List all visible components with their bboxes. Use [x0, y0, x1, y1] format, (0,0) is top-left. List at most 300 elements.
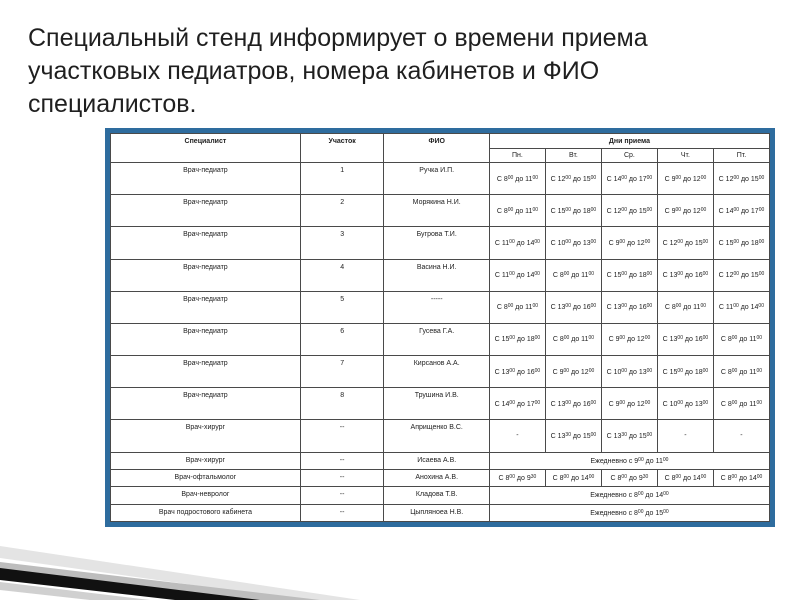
- time-text: до 14: [737, 475, 757, 483]
- time-minutes: 00: [700, 474, 707, 481]
- time-text: до 15: [626, 432, 647, 440]
- schedule-cell-mon: [489, 323, 545, 355]
- specialist-cell: Врач-хирург: [111, 420, 301, 452]
- district-cell: 4: [300, 259, 384, 291]
- schedule-cell-thu: [657, 291, 713, 323]
- time-text: С 9: [608, 400, 620, 408]
- time-minutes: 00: [534, 335, 541, 342]
- schedule-cell-wed: [601, 356, 657, 388]
- time-minutes: 00: [590, 303, 597, 310]
- schedule-cell-fri: [713, 227, 769, 259]
- time-text: до 14: [738, 304, 759, 312]
- time-text: С 13: [550, 400, 566, 408]
- schedule-cell-fri: [713, 388, 769, 420]
- time-minutes: 00: [675, 303, 682, 310]
- time-text: до 16: [682, 272, 703, 280]
- schedule-cell-mon: [489, 388, 545, 420]
- specialist-cell: Врач-педиатр: [111, 323, 301, 355]
- time-text: С 10: [606, 368, 622, 376]
- time-text: до 11: [737, 368, 757, 376]
- table-row: [111, 420, 770, 452]
- time-text: С 11: [494, 239, 510, 247]
- time-minutes: 00: [590, 431, 597, 438]
- time-minutes: 00: [702, 271, 709, 278]
- specialist-cell: Врач-педиатр: [111, 163, 301, 195]
- time-text: до 14: [514, 272, 535, 280]
- time-minutes: 00: [733, 174, 740, 181]
- district-cell: --: [300, 469, 384, 486]
- time-minutes: 00: [700, 174, 707, 181]
- time-text: до 11: [569, 336, 589, 344]
- time-text: до 15: [626, 207, 647, 215]
- time-text: Ежедневно с 8: [590, 509, 638, 517]
- time-minutes: 00: [534, 399, 541, 406]
- time-minutes: 00: [621, 367, 627, 374]
- schedule-cell-wed: [601, 469, 657, 486]
- time-minutes: 00: [509, 367, 515, 374]
- decorative-stripe-soft: [0, 582, 150, 600]
- time-minutes: 00: [733, 238, 740, 245]
- time-text: С 14: [718, 207, 734, 215]
- schedule-cell-thu: [657, 420, 713, 452]
- schedule-cell-tue: [545, 195, 601, 227]
- time-text: С 8: [552, 336, 564, 344]
- time-text: С 15: [662, 368, 678, 376]
- time-text: С 13: [550, 304, 566, 312]
- time-minutes: 00: [663, 508, 669, 515]
- time-minutes: 00: [619, 335, 626, 342]
- time-minutes: 00: [619, 238, 626, 245]
- time-minutes: 00: [700, 206, 707, 213]
- time-text: С 11: [494, 272, 510, 280]
- time-text: до 17: [739, 207, 759, 215]
- time-text: -: [516, 431, 519, 439]
- time-text: до 11: [737, 336, 757, 344]
- header-row: [111, 134, 770, 149]
- time-text: С 13: [494, 368, 510, 376]
- table-row: [111, 195, 770, 227]
- time-text: до 11: [513, 304, 533, 312]
- time-text: С 8: [664, 304, 676, 312]
- schedule-cell-mon: [489, 420, 545, 452]
- schedule-cell-mon: [489, 227, 545, 259]
- time-minutes: 00: [532, 206, 538, 213]
- time-text: до 18: [570, 207, 591, 215]
- specialist-cell: Врач-педиатр: [111, 259, 301, 291]
- time-minutes: 00: [509, 474, 515, 481]
- header-fio: ФИО: [384, 134, 489, 163]
- district-cell: --: [300, 487, 384, 504]
- schedule-table: [110, 133, 770, 522]
- time-minutes: 00: [534, 271, 540, 278]
- time-text: С 13: [606, 432, 622, 440]
- fio-cell: Васина Н.И.: [384, 259, 489, 291]
- time-minutes: 00: [563, 335, 570, 342]
- time-text: до 15: [570, 432, 591, 440]
- time-text: С 13: [606, 304, 622, 312]
- table-row: [111, 452, 770, 469]
- time-text: Ежедневно с 9: [590, 457, 639, 465]
- schedule-cell-fri: [713, 195, 769, 227]
- table-row: [111, 291, 770, 323]
- schedule-cell-tue: [545, 259, 601, 291]
- time-text: до 14: [569, 475, 589, 483]
- table-row: [111, 469, 770, 486]
- header-district: Участок: [300, 134, 384, 163]
- time-text: С 8: [496, 175, 508, 183]
- time-text: до 18: [514, 336, 535, 344]
- time-minutes: 00: [662, 456, 669, 463]
- time-minutes: 00: [532, 303, 538, 310]
- time-minutes: 00: [637, 508, 644, 515]
- time-text: С 8: [496, 207, 508, 215]
- time-text: С 8: [720, 475, 732, 483]
- table-row: [111, 323, 770, 355]
- time-minutes: 30: [565, 431, 571, 438]
- time-text: до 9: [626, 475, 643, 483]
- time-minutes: 00: [588, 271, 594, 278]
- time-minutes: 30: [642, 474, 649, 481]
- schedule-cell-wed: [601, 323, 657, 355]
- time-text: С 9: [552, 368, 564, 376]
- table-row: [111, 356, 770, 388]
- fio-cell: Гусева Г.А.: [384, 323, 489, 355]
- time-minutes: 00: [534, 367, 541, 374]
- time-minutes: 00: [758, 238, 765, 245]
- header-days-group: Дни приема: [489, 134, 769, 149]
- time-minutes: 00: [702, 399, 709, 406]
- time-text: до 15: [643, 509, 664, 517]
- time-minutes: 00: [621, 271, 627, 278]
- specialist-cell: Врач-педиатр: [111, 356, 301, 388]
- table-row: [111, 504, 770, 521]
- specialist-cell: Врач-офтальмолог: [111, 469, 301, 486]
- time-minutes: 00: [675, 206, 682, 213]
- time-minutes: 00: [563, 271, 570, 278]
- time-text: С 8: [720, 368, 732, 376]
- time-text: до 13: [682, 400, 703, 408]
- table-body: [111, 163, 770, 522]
- time-minutes: 00: [756, 399, 763, 406]
- time-minutes: 00: [731, 399, 738, 406]
- time-minutes: 00: [509, 271, 515, 278]
- time-minutes: 00: [565, 399, 571, 406]
- table-row: [111, 163, 770, 195]
- time-minutes: 00: [646, 367, 653, 374]
- time-minutes: 00: [565, 206, 571, 213]
- time-text: до 14: [514, 239, 535, 247]
- time-minutes: 00: [756, 335, 763, 342]
- decorative-stripe-mid: [0, 562, 320, 600]
- time-minutes: 00: [758, 174, 765, 181]
- schedule-cell-wed: [601, 163, 657, 195]
- schedule-table-container: [110, 133, 770, 522]
- schedule-cell-fri: [713, 356, 769, 388]
- time-minutes: 00: [621, 474, 627, 481]
- time-minutes: 00: [638, 456, 644, 463]
- schedule-cell-tue: [545, 420, 601, 452]
- schedule-cell-wed: [601, 420, 657, 452]
- schedule-cell-thu: [657, 388, 713, 420]
- time-minutes: 00: [644, 238, 651, 245]
- schedule-table-frame: [105, 128, 775, 527]
- time-text: -: [740, 431, 743, 439]
- schedule-cell-tue: [545, 227, 601, 259]
- time-minutes: 00: [675, 174, 682, 181]
- time-text: С 8: [498, 475, 510, 483]
- time-text: С 9: [608, 336, 620, 344]
- time-minutes: 00: [621, 174, 627, 181]
- table-row: [111, 487, 770, 504]
- time-minutes: 00: [532, 174, 538, 181]
- time-minutes: 00: [758, 271, 765, 278]
- time-minutes: 00: [756, 474, 763, 481]
- time-minutes: 00: [677, 399, 683, 406]
- time-text: до 14: [643, 492, 664, 500]
- time-minutes: 00: [563, 474, 570, 481]
- time-text: С 15: [550, 207, 566, 215]
- time-minutes: 00: [563, 367, 570, 374]
- schedule-cell-mon: [489, 356, 545, 388]
- specialist-cell: Врач подростового кабинета: [111, 504, 301, 521]
- time-text: до 18: [739, 239, 759, 247]
- schedule-cell-wed: [601, 227, 657, 259]
- time-text: до 11: [681, 304, 701, 312]
- time-text: до 15: [570, 175, 591, 183]
- schedule-cell-mon: [489, 195, 545, 227]
- time-text: -: [684, 431, 687, 439]
- time-minutes: 00: [565, 238, 571, 245]
- time-text: С 14: [606, 175, 622, 183]
- time-text: до 13: [570, 239, 591, 247]
- time-text: до 9: [514, 475, 531, 483]
- time-text: до 16: [570, 304, 591, 312]
- time-minutes: 00: [733, 206, 740, 213]
- header-specialist: Специалист: [111, 134, 301, 163]
- time-text: до 16: [682, 336, 703, 344]
- time-text: до 18: [682, 368, 703, 376]
- time-text: до 17: [626, 175, 647, 183]
- district-cell: 7: [300, 356, 384, 388]
- time-minutes: 00: [731, 367, 738, 374]
- fio-cell: Анохина А.В.: [384, 469, 489, 486]
- district-cell: 1: [300, 163, 384, 195]
- time-minutes: 00: [507, 303, 514, 310]
- fio-cell: Морякина Н.И.: [384, 195, 489, 227]
- time-minutes: 00: [619, 399, 626, 406]
- time-minutes: 00: [733, 271, 740, 278]
- time-text: С 10: [662, 400, 678, 408]
- schedule-cell-thu: [657, 469, 713, 486]
- time-minutes: 00: [677, 335, 683, 342]
- time-minutes: 00: [702, 238, 709, 245]
- header-day-fri: Пт.: [713, 149, 769, 163]
- time-minutes: 00: [756, 367, 763, 374]
- schedule-cell-wed: [601, 291, 657, 323]
- daily-schedule-cell: [489, 487, 769, 504]
- time-text: С 13: [550, 432, 566, 440]
- schedule-cell-fri: [713, 469, 769, 486]
- specialist-cell: Врач-невролог: [111, 487, 301, 504]
- time-text: С 8: [664, 475, 676, 483]
- schedule-cell-tue: [545, 469, 601, 486]
- time-text: до 15: [682, 239, 703, 247]
- time-minutes: 00: [646, 431, 653, 438]
- header-day-mon: Пн.: [489, 149, 545, 163]
- time-minutes: 30: [530, 474, 537, 481]
- schedule-cell-wed: [601, 388, 657, 420]
- time-text: С 9: [664, 207, 676, 215]
- time-text: С 15: [718, 239, 734, 247]
- time-text: С 12: [606, 207, 622, 215]
- time-text: до 11: [643, 457, 663, 465]
- time-minutes: 00: [590, 174, 597, 181]
- schedule-cell-fri: [713, 291, 769, 323]
- time-text: до 11: [513, 175, 533, 183]
- time-minutes: 00: [509, 399, 515, 406]
- time-text: до 12: [625, 400, 645, 408]
- time-minutes: 00: [702, 335, 709, 342]
- specialist-cell: Врач-педиатр: [111, 195, 301, 227]
- time-minutes: 00: [590, 399, 597, 406]
- time-text: Ежедневно с 8: [590, 492, 638, 500]
- time-text: до 16: [514, 368, 535, 376]
- schedule-cell-thu: [657, 259, 713, 291]
- time-minutes: 00: [758, 206, 765, 213]
- time-minutes: 00: [588, 335, 594, 342]
- schedule-cell-thu: [657, 227, 713, 259]
- time-text: С 15: [494, 336, 510, 344]
- district-cell: --: [300, 504, 384, 521]
- time-text: до 16: [626, 304, 647, 312]
- schedule-cell-tue: [545, 291, 601, 323]
- time-minutes: 00: [534, 238, 540, 245]
- time-minutes: 00: [677, 367, 683, 374]
- time-text: до 13: [626, 368, 647, 376]
- time-minutes: 00: [677, 238, 683, 245]
- specialist-cell: Врач-педиатр: [111, 291, 301, 323]
- time-text: до 11: [569, 272, 589, 280]
- decorative-stripe-dark: [0, 568, 260, 600]
- time-minutes: 00: [590, 206, 597, 213]
- time-text: до 15: [739, 272, 759, 280]
- time-minutes: 00: [646, 303, 653, 310]
- time-text: С 14: [494, 400, 510, 408]
- schedule-cell-tue: [545, 163, 601, 195]
- daily-schedule-cell: [489, 504, 769, 521]
- time-minutes: 30: [621, 431, 627, 438]
- time-minutes: 00: [565, 303, 571, 310]
- fio-cell: Априщенко В.С.: [384, 420, 489, 452]
- district-cell: 2: [300, 195, 384, 227]
- fio-cell: Кладова Т.В.: [384, 487, 489, 504]
- time-text: С 13: [662, 336, 678, 344]
- specialist-cell: Врач-педиатр: [111, 227, 301, 259]
- decorative-stripe-light: [0, 546, 360, 600]
- time-minutes: 00: [588, 474, 595, 481]
- schedule-cell-mon: [489, 469, 545, 486]
- header-day-wed: Ср.: [601, 149, 657, 163]
- time-minutes: 00: [646, 174, 653, 181]
- time-minutes: 00: [509, 335, 515, 342]
- district-cell: 5: [300, 291, 384, 323]
- time-text: С 8: [720, 336, 732, 344]
- time-text: до 12: [681, 175, 701, 183]
- time-text: до 15: [739, 175, 759, 183]
- fio-cell: Трушина И.В.: [384, 388, 489, 420]
- time-text: С 10: [550, 239, 566, 247]
- time-minutes: 00: [621, 206, 627, 213]
- schedule-cell-thu: [657, 195, 713, 227]
- district-cell: 3: [300, 227, 384, 259]
- time-text: до 18: [626, 272, 647, 280]
- schedule-cell-tue: [545, 323, 601, 355]
- time-minutes: 00: [644, 335, 651, 342]
- time-text: С 8: [720, 400, 732, 408]
- schedule-cell-tue: [545, 356, 601, 388]
- time-text: С 9: [608, 239, 620, 247]
- district-cell: 6: [300, 323, 384, 355]
- time-minutes: 00: [509, 238, 515, 245]
- time-minutes: 00: [507, 174, 514, 181]
- time-text: С 11: [718, 304, 734, 312]
- time-minutes: 00: [702, 367, 709, 374]
- table-row: [111, 259, 770, 291]
- time-minutes: 00: [565, 174, 571, 181]
- schedule-cell-thu: [657, 323, 713, 355]
- time-text: С 12: [662, 239, 678, 247]
- time-text: С 12: [550, 175, 566, 183]
- district-cell: --: [300, 420, 384, 452]
- fio-cell: Кирсанов А.А.: [384, 356, 489, 388]
- time-minutes: 00: [731, 474, 738, 481]
- time-minutes: 00: [646, 271, 653, 278]
- schedule-cell-wed: [601, 195, 657, 227]
- time-text: С 8: [552, 272, 564, 280]
- time-text: до 12: [625, 239, 645, 247]
- time-minutes: 00: [663, 491, 669, 498]
- time-text: С 12: [718, 175, 734, 183]
- schedule-cell-tue: [545, 388, 601, 420]
- time-text: С 12: [718, 272, 734, 280]
- fio-cell: Бугрова Т.И.: [384, 227, 489, 259]
- time-minutes: 00: [700, 303, 706, 310]
- time-minutes: 00: [588, 367, 595, 374]
- time-minutes: 00: [731, 335, 738, 342]
- fio-cell: Цыпляноеа Н.В.: [384, 504, 489, 521]
- time-minutes: 00: [590, 238, 597, 245]
- schedule-cell-mon: [489, 259, 545, 291]
- district-cell: --: [300, 452, 384, 469]
- daily-schedule-cell: [489, 452, 769, 469]
- fio-cell: -----: [384, 291, 489, 323]
- time-minutes: 00: [677, 271, 683, 278]
- header-day-tue: Вт.: [545, 149, 601, 163]
- time-text: до 11: [737, 400, 757, 408]
- time-minutes: 00: [675, 474, 682, 481]
- time-text: до 12: [569, 368, 589, 376]
- time-minutes: 00: [733, 303, 739, 310]
- schedule-cell-fri: [713, 420, 769, 452]
- time-minutes: 00: [646, 206, 653, 213]
- specialist-cell: Врач-педиатр: [111, 388, 301, 420]
- time-text: С 9: [664, 175, 676, 183]
- table-row: [111, 388, 770, 420]
- slide-title: Специальный стенд информирует о времени приема участковых педиатров, номера кабинетов и ФИО специалистов.: [28, 24, 648, 118]
- schedule-cell-fri: [713, 259, 769, 291]
- time-minutes: 00: [758, 303, 764, 310]
- fio-cell: Исаева А.В.: [384, 452, 489, 469]
